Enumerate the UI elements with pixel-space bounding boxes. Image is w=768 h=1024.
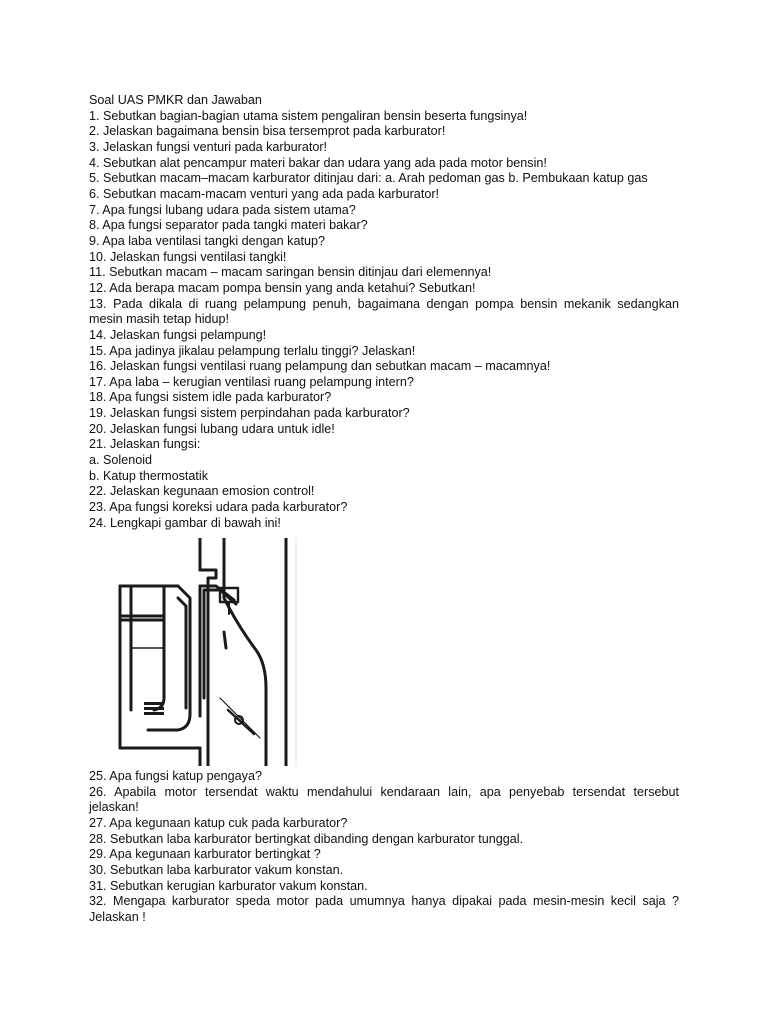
question-10: 10. Jelaskan fungsi ventilasi tangki! [89, 249, 287, 264]
question-24: 24. Lengkapi gambar di bawah ini! [89, 515, 281, 530]
question-31: 31. Sebutkan kerugian karburator vakum konstan. [89, 878, 368, 893]
question-4: 4. Sebutkan alat pencampur materi bakar dan udara yang ada pada motor bensin! [89, 155, 547, 170]
question-8: 8. Apa fungsi separator pada tangki materi bakar? [89, 218, 368, 233]
question-14: 14. Jelaskan fungsi pelampung! [89, 327, 267, 342]
question-list-top [89, 93, 679, 531]
question-list-bottom [89, 769, 679, 926]
question-26: 26. Apabila motor tersendat waktu mendahului kendaraan lain, apa penyebab tersendat tersebut jelaskan! [89, 784, 679, 815]
question-6: 6. Sebutkan macam-macam venturi yang ada pada karburator! [89, 186, 440, 201]
question-18: 18. Apa fungsi sistem idle pada karburator? [89, 390, 332, 405]
question-7: 7. Apa fungsi lubang udara pada sistem utama? [89, 202, 356, 217]
question-5: 5. Sebutkan macam–macam karburator ditinjau dari: a. Arah pedoman gas b. Pembukaan katup gas [89, 171, 648, 186]
question-30: 30. Sebutkan laba karburator vakum konstan. [89, 862, 344, 877]
question-25: 25. Apa fungsi katup pengaya? [89, 769, 262, 783]
question-21-a: a. Solenoid [89, 453, 153, 468]
document-title: Soal UAS PMKR dan Jawaban [89, 93, 262, 107]
question-1: 1. Sebutkan bagian-bagian utama sistem pengaliran bensin beserta fungsinya! [89, 108, 528, 123]
question-17: 17. Apa laba – kerugian ventilasi ruang pelampung intern? [89, 374, 414, 389]
question-16: 16. Jelaskan fungsi ventilasi ruang pelampung dan sebutkan macam – macamnya! [89, 359, 551, 374]
question-19: 19. Jelaskan fungsi sistem perpindahan pada karburator? [89, 406, 410, 421]
question-13: 13. Pada dikala di ruang pelampung penuh, bagaimana dengan pompa bensin mekanik sedangkan mesin masih tetap hidup! [89, 296, 679, 327]
question-28: 28. Sebutkan laba karburator bertingkat dibanding dengan karburator tunggal. [89, 831, 524, 846]
question-32: 32. Mengapa karburator speda motor pada umumnya hanya dipakai pada mesin-mesin kecil saja ? Jelaskan ! [89, 894, 679, 924]
question-11: 11. Sebutkan macam – macam saringan bensin ditinjau dari elemennya! [89, 265, 492, 280]
question-20: 20. Jelaskan fungsi lubang udara untuk idle! [89, 421, 335, 436]
question-23: 23. Apa fungsi koreksi udara pada karburator? [89, 500, 348, 515]
carburetor-diagram-icon [108, 538, 300, 766]
question-2: 2. Jelaskan bagaimana bensin bisa tersemprot pada karburator! [89, 124, 446, 139]
question-9: 9. Apa laba ventilasi tangki dengan katup? [89, 233, 325, 248]
question-22: 22. Jelaskan kegunaan emosion control! [89, 484, 315, 499]
question-3: 3. Jelaskan fungsi venturi pada karburator! [89, 139, 328, 154]
question-27: 27. Apa kegunaan katup cuk pada karburator? [89, 815, 348, 830]
question-12: 12. Ada berapa macam pompa bensin yang anda ketahui? Sebutkan! [89, 280, 476, 295]
question-15: 15. Apa jadinya jikalau pelampung terlalu tinggi? Jelaskan! [89, 343, 416, 358]
question-29: 29. Apa kegunaan karburator bertingkat ? [89, 847, 321, 862]
question-21: 21. Jelaskan fungsi: [89, 437, 201, 452]
question-21-b: b. Katup thermostatik [89, 468, 209, 483]
carburetor-diagram [108, 538, 300, 766]
